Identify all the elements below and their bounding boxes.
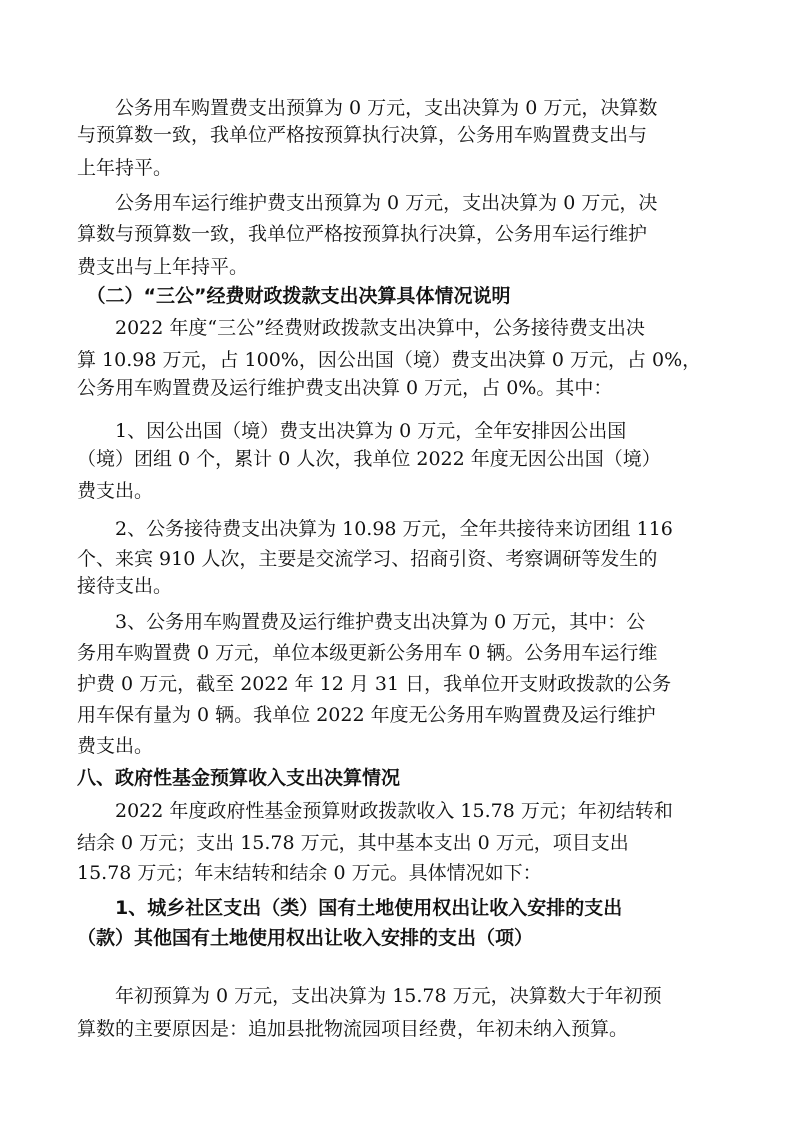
paragraph-vehicles-line-1: 3、公务用车购置费及运行维护费支出决算为 0 万元，其中：公 — [77, 611, 646, 633]
paragraph-vehicle-purchase-line-3: 上年持平。 — [77, 157, 173, 179]
subheading-land-expenditure-line-1: 1、城乡社区支出（类）国有土地使用权出让收入安排的支出 — [77, 897, 623, 919]
subheading-land-expenditure-line-2: （款）其他国有土地使用权出让收入安排的支出（项） — [77, 927, 534, 949]
paragraph-vehicle-purchase-line-2: 与预算数一致，我单位严格按预算执行决算，公务用车购置费支出与 — [77, 124, 648, 146]
paragraph-vehicle-maintenance-line-2: 算数与预算数一致，我单位严格按预算执行决算，公务用车运行维护 — [77, 223, 648, 245]
paragraph-three-public-summary-line-1: 2022 年度“三公”经费财政拨款支出决算中，公务接待费支出决 — [77, 317, 645, 339]
paragraph-three-public-summary-line-3: 公务用车购置费及运行维护费支出决算 0 万元，占 0%。其中： — [77, 377, 613, 399]
paragraph-vehicle-maintenance-line-3: 费支出与上年持平。 — [77, 256, 249, 278]
paragraph-reception-line-2: 个、来宾 910 人次，主要是交流学习、招商引资、考察调研等发生的 — [77, 548, 658, 570]
paragraph-vehicles-line-5: 费支出。 — [77, 735, 154, 757]
paragraph-overseas-line-1: 1、因公出国（境）费支出决算为 0 万元，全年安排因公出国 — [77, 420, 627, 442]
paragraph-overseas-line-3: 费支出。 — [77, 480, 154, 502]
paragraph-government-fund-line-1: 2022 年度政府性基金预算财政拨款收入 15.78 万元；年初结转和 — [77, 800, 673, 822]
paragraph-vehicles-line-3: 护费 0 万元，截至 2022 年 12 月 31 日，我单位开支财政拨款的公务 — [77, 673, 672, 695]
paragraph-vehicles-line-2: 务用车购置费 0 万元，单位本级更新公务用车 0 辆。公务用车运行维 — [77, 642, 658, 664]
paragraph-reception-line-1: 2、公务接待费支出决算为 10.98 万元，全年共接待来访团组 116 — [77, 518, 673, 540]
section-heading-government-fund: 八、政府性基金预算收入支出决算情况 — [77, 767, 401, 789]
paragraph-government-fund-line-2: 结余 0 万元；支出 15.78 万元，其中基本支出 0 万元，项目支出 — [77, 832, 629, 854]
paragraph-land-budget-line-2: 算数的主要原因是：追加县批物流园项目经费，年初未纳入预算。 — [77, 1018, 629, 1040]
paragraph-vehicle-maintenance-line-1: 公务用车运行维护费支出预算为 0 万元，支出决算为 0 万元，决 — [77, 192, 658, 214]
paragraph-vehicle-purchase-line-1: 公务用车购置费支出预算为 0 万元，支出决算为 0 万元，决算数 — [77, 97, 658, 119]
paragraph-three-public-summary-line-2: 算 10.98 万元，占 100%，因公出国（境）费支出决算 0 万元，占 0%， — [77, 349, 702, 371]
paragraph-overseas-line-2: （境）团组 0 个，累计 0 人次，我单位 2022 年度无因公出国（境） — [77, 448, 661, 470]
paragraph-reception-line-3: 接待支出。 — [77, 575, 173, 597]
paragraph-government-fund-line-3: 15.78 万元；年末结转和结余 0 万元。具体情况如下： — [77, 862, 542, 884]
section-heading-three-public: （二）“三公”经费财政拨款支出决算具体情况说明 — [77, 285, 511, 307]
paragraph-vehicles-line-4: 用车保有量为 0 辆。我单位 2022 年度无公务用车购置费及运行维护 — [77, 704, 656, 726]
paragraph-land-budget-line-1: 年初预算为 0 万元，支出决算为 15.78 万元，决算数大于年初预 — [77, 985, 662, 1007]
